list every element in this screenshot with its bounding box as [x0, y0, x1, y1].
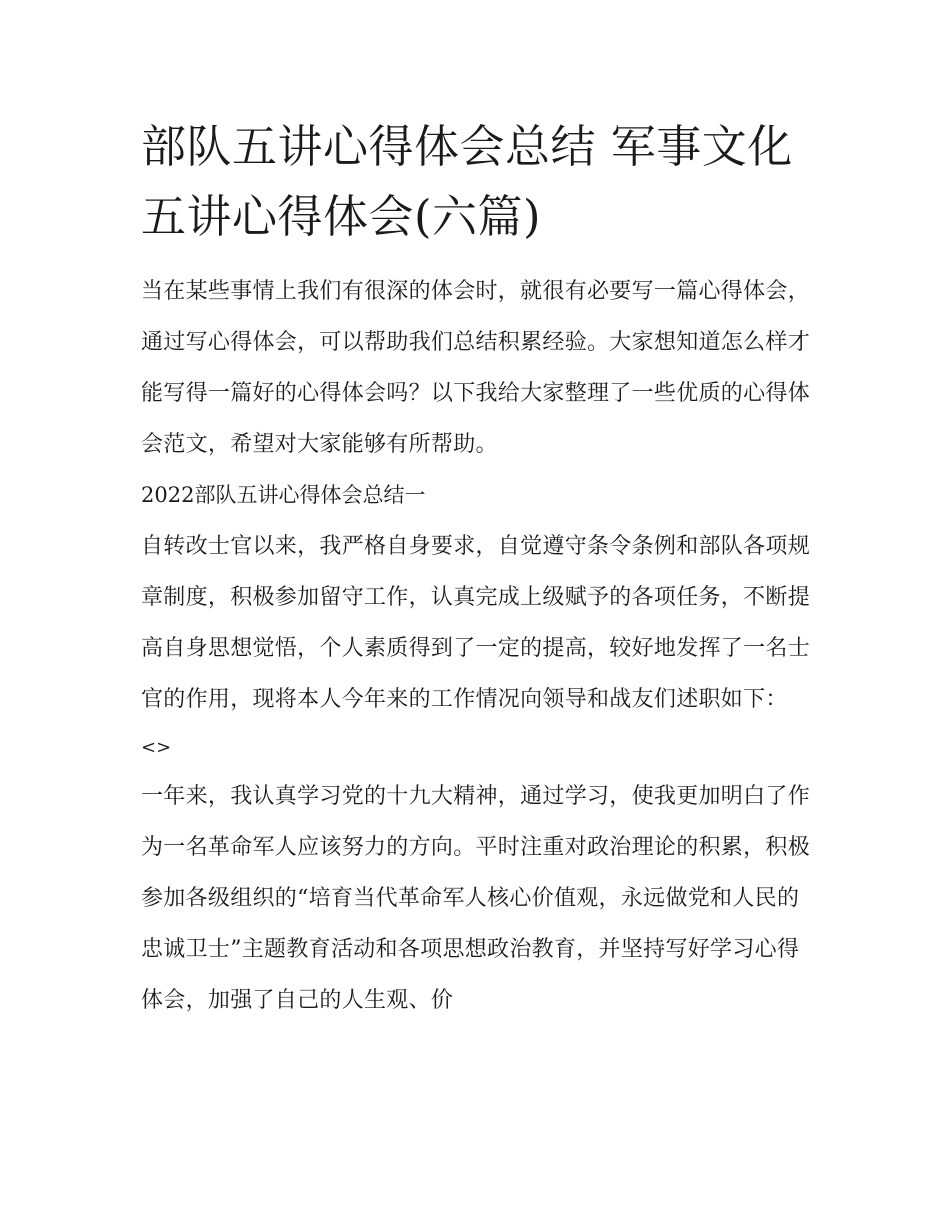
body-paragraph-2: 一年来，我认真学习党的十九大精神，通过学习，使我更加明白了作为一名革命军人应该努力的方向。平时注重对政治理论的积累，积极参加各级组织的“培育当代革命军人核心价值观，永远做党和人民的忠诚卫士”主题教育活动和各项思想政治教育，并坚持写好学习心得体会，加强了自己的人生观、价 — [141, 784, 811, 1013]
section-heading: 2022部队五讲心得体会总结一 — [141, 483, 426, 507]
body-paragraph-1: 自转改士官以来，我严格自身要求，自觉遵守条令条例和部队各项规章制度，积极参加留守工作，认真完成上级赋予的各项任务，不断提高自身思想觉悟，个人素质得到了一定的提高，较好地发挥了一名士官的作用，现将本人今年来的工作情况向领导和战友们述职如下： — [141, 534, 811, 712]
intro-paragraph: 当在某些事情上我们有很深的体会时，就很有必要写一篇心得体会，通过写心得体会，可以帮助我们总结积累经验。大家想知道怎么样才能写得一篇好的心得体会吗？以下我给大家整理了一些优质的心得体会范文，希望对大家能够有所帮助。 — [141, 279, 811, 457]
placeholder-marker: <> — [141, 737, 172, 758]
document-page — [141, 112, 813, 1026]
document-title: 部队五讲心得体会总结 军事文化五讲心得体会(六篇) — [141, 120, 793, 243]
